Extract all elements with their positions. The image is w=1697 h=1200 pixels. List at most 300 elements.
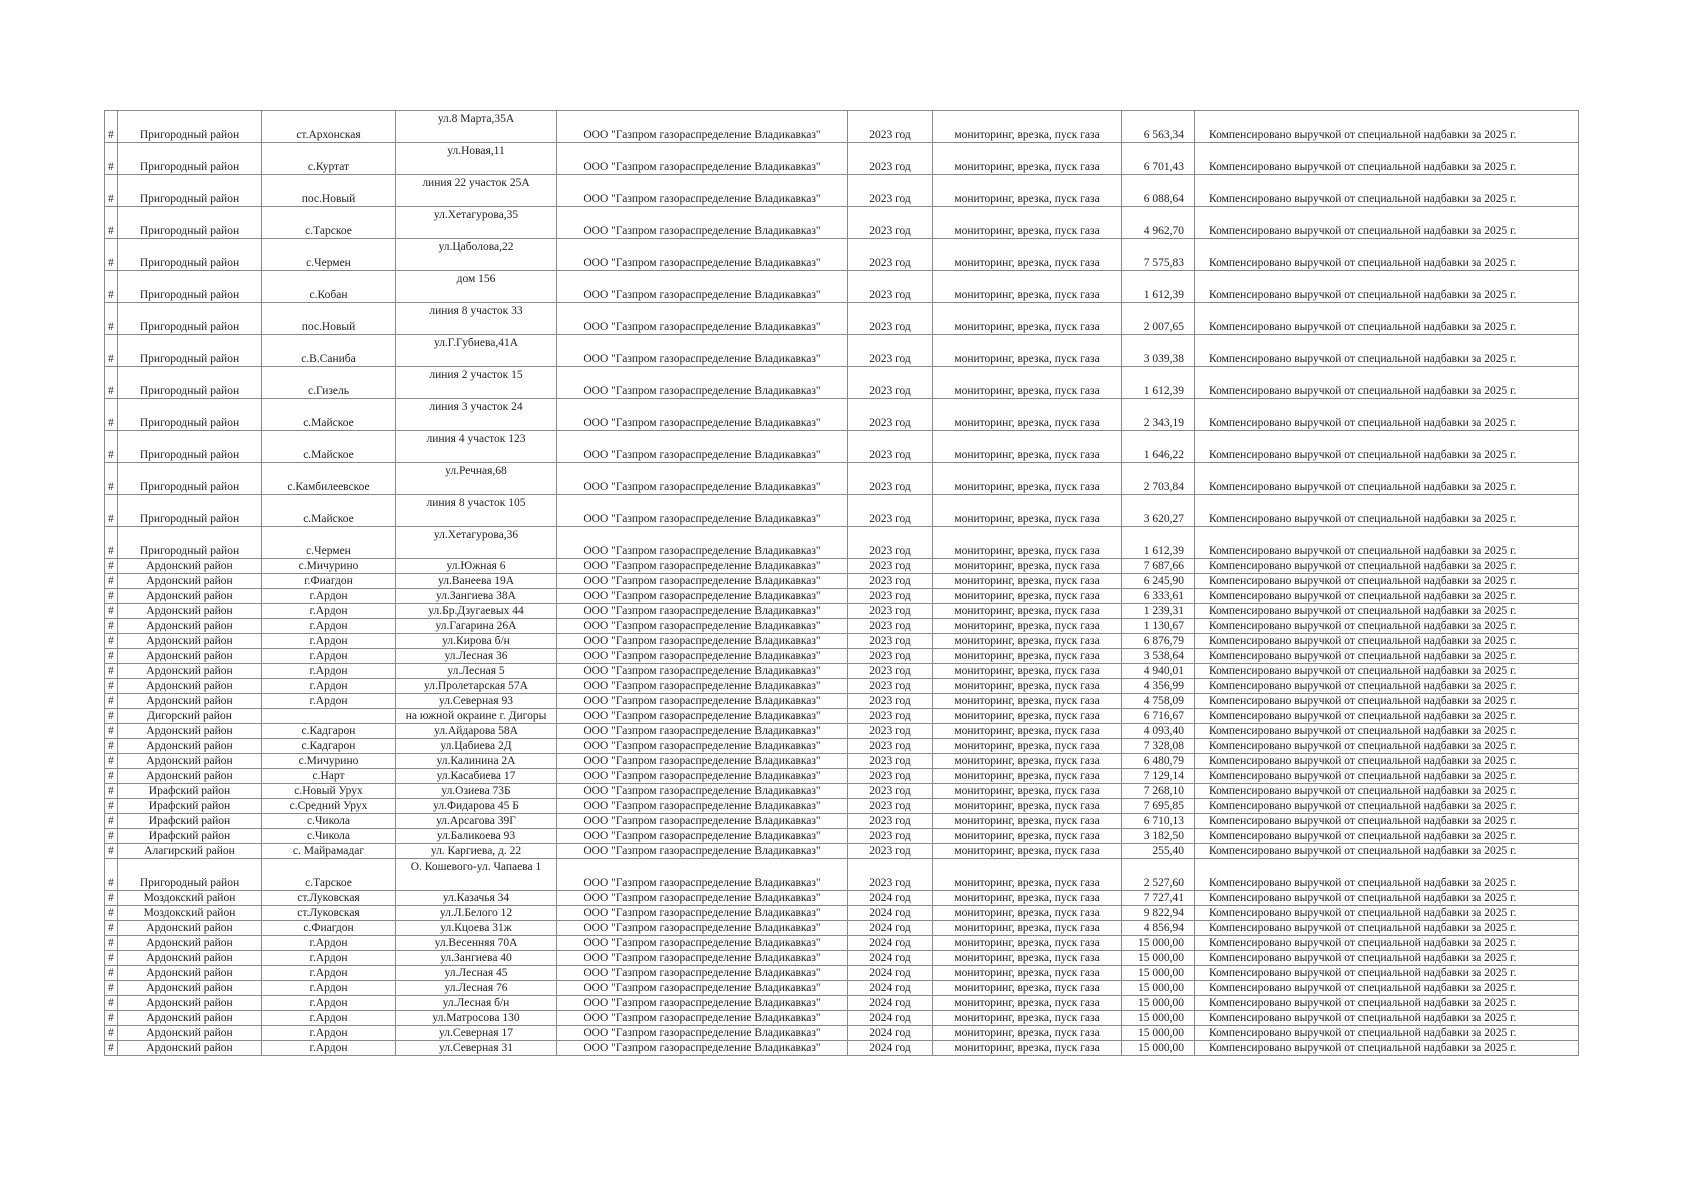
row-number-cell: # — [105, 844, 118, 859]
year-cell: 2023 год — [848, 335, 933, 367]
organization-cell: ООО "Газпром газораспределение Владикавказ" — [557, 111, 848, 143]
address-cell: ул.Арсагова 39Г — [396, 814, 557, 829]
work-type-cell: мониторинг, врезка, пуск газа — [933, 431, 1122, 463]
year-cell: 2023 год — [848, 463, 933, 495]
organization-cell: ООО "Газпром газораспределение Владикавказ" — [557, 844, 848, 859]
row-number-cell: # — [105, 724, 118, 739]
note-cell: Компенсировано выручкой от специальной надбавки за 2025 г. — [1195, 431, 1579, 463]
work-type-cell: мониторинг, врезка, пуск газа — [933, 559, 1122, 574]
locality-cell: с.Кадгарон — [262, 724, 396, 739]
organization-cell: ООО "Газпром газораспределение Владикавказ" — [557, 784, 848, 799]
organization-cell: ООО "Газпром газораспределение Владикавказ" — [557, 966, 848, 981]
locality-cell: с.Мичурино — [262, 559, 396, 574]
locality-cell: с.Чикола — [262, 814, 396, 829]
address-cell: ул.Лесная 76 — [396, 981, 557, 996]
work-type-cell: мониторинг, врезка, пуск газа — [933, 784, 1122, 799]
work-type-cell: мониторинг, врезка, пуск газа — [933, 619, 1122, 634]
address-cell: линия 22 участок 25А — [396, 175, 557, 207]
work-type-cell: мониторинг, врезка, пуск газа — [933, 754, 1122, 769]
district-cell: Ардонский район — [118, 936, 262, 951]
locality-cell: г.Ардон — [262, 981, 396, 996]
row-number-cell: # — [105, 271, 118, 303]
organization-cell: ООО "Газпром газораспределение Владикавказ" — [557, 649, 848, 664]
amount-cell: 7 129,14 — [1122, 769, 1195, 784]
locality-cell: г.Ардон — [262, 679, 396, 694]
note-cell: Компенсировано выручкой от специальной надбавки за 2025 г. — [1195, 399, 1579, 431]
work-type-cell: мониторинг, врезка, пуск газа — [933, 996, 1122, 1011]
organization-cell: ООО "Газпром газораспределение Владикавказ" — [557, 906, 848, 921]
address-cell: ул.Лесная 5 — [396, 664, 557, 679]
organization-cell: ООО "Газпром газораспределение Владикавказ" — [557, 619, 848, 634]
locality-cell: г.Ардон — [262, 649, 396, 664]
district-cell: Ардонский район — [118, 981, 262, 996]
year-cell: 2024 год — [848, 921, 933, 936]
district-cell: Пригородный район — [118, 111, 262, 143]
row-number-cell: # — [105, 814, 118, 829]
amount-cell: 3 182,50 — [1122, 829, 1195, 844]
note-cell: Компенсировано выручкой от специальной надбавки за 2025 г. — [1195, 739, 1579, 754]
locality-cell: пос.Новый — [262, 303, 396, 335]
table-row — [105, 679, 1579, 694]
table-row — [105, 844, 1579, 859]
organization-cell: ООО "Газпром газораспределение Владикавказ" — [557, 694, 848, 709]
amount-cell: 3 538,64 — [1122, 649, 1195, 664]
organization-cell: ООО "Газпром газораспределение Владикавказ" — [557, 754, 848, 769]
note-cell: Компенсировано выручкой от специальной надбавки за 2025 г. — [1195, 1011, 1579, 1026]
work-type-cell: мониторинг, врезка, пуск газа — [933, 966, 1122, 981]
district-cell: Ирафский район — [118, 784, 262, 799]
address-cell: линия 2 участок 15 — [396, 367, 557, 399]
amount-cell: 7 575,83 — [1122, 239, 1195, 271]
district-cell: Пригородный район — [118, 207, 262, 239]
organization-cell: ООО "Газпром газораспределение Владикавказ" — [557, 859, 848, 891]
row-number-cell: # — [105, 739, 118, 754]
note-cell: Компенсировано выручкой от специальной надбавки за 2025 г. — [1195, 784, 1579, 799]
table-row — [105, 634, 1579, 649]
locality-cell: с.Тарское — [262, 207, 396, 239]
locality-cell: с.Чикола — [262, 829, 396, 844]
organization-cell: ООО "Газпром газораспределение Владикавказ" — [557, 527, 848, 559]
work-type-cell: мониторинг, врезка, пуск газа — [933, 367, 1122, 399]
address-cell: на южной окраине г. Дигоры — [396, 709, 557, 724]
work-type-cell: мониторинг, врезка, пуск газа — [933, 1011, 1122, 1026]
district-cell: Ардонский район — [118, 694, 262, 709]
district-cell: Ардонский район — [118, 559, 262, 574]
locality-cell: г.Ардон — [262, 664, 396, 679]
organization-cell: ООО "Газпром газораспределение Владикавказ" — [557, 463, 848, 495]
table-row — [105, 966, 1579, 981]
address-cell: ул.Хетагурова,36 — [396, 527, 557, 559]
district-cell: Ардонский район — [118, 679, 262, 694]
year-cell: 2023 год — [848, 769, 933, 784]
year-cell: 2023 год — [848, 724, 933, 739]
address-cell: ул.Весенняя 70А — [396, 936, 557, 951]
amount-cell: 4 093,40 — [1122, 724, 1195, 739]
organization-cell: ООО "Газпром газораспределение Владикавказ" — [557, 814, 848, 829]
row-number-cell: # — [105, 175, 118, 207]
address-cell: ул.Цабиева 2Д — [396, 739, 557, 754]
organization-cell: ООО "Газпром газораспределение Владикавказ" — [557, 431, 848, 463]
row-number-cell: # — [105, 619, 118, 634]
table-row — [105, 574, 1579, 589]
year-cell: 2023 год — [848, 207, 933, 239]
district-cell: Ардонский район — [118, 724, 262, 739]
note-cell: Компенсировано выручкой от специальной надбавки за 2025 г. — [1195, 921, 1579, 936]
row-number-cell: # — [105, 463, 118, 495]
organization-cell: ООО "Газпром газораспределение Владикавказ" — [557, 891, 848, 906]
address-cell: ул.Северная 17 — [396, 1026, 557, 1041]
address-cell: ул.Лесная б/н — [396, 996, 557, 1011]
locality-cell: с.Фиагдон — [262, 921, 396, 936]
amount-cell: 7 328,08 — [1122, 739, 1195, 754]
address-cell: ул.Пролетарская 57А — [396, 679, 557, 694]
amount-cell: 1 612,39 — [1122, 367, 1195, 399]
year-cell: 2023 год — [848, 527, 933, 559]
address-cell: ул.Казачья 34 — [396, 891, 557, 906]
row-number-cell: # — [105, 906, 118, 921]
address-cell: ул.Зангиева 38А — [396, 589, 557, 604]
note-cell: Компенсировано выручкой от специальной надбавки за 2025 г. — [1195, 649, 1579, 664]
year-cell: 2024 год — [848, 951, 933, 966]
row-number-cell: # — [105, 207, 118, 239]
table-row — [105, 271, 1579, 303]
note-cell: Компенсировано выручкой от специальной надбавки за 2025 г. — [1195, 709, 1579, 724]
year-cell: 2023 год — [848, 649, 933, 664]
organization-cell: ООО "Газпром газораспределение Владикавказ" — [557, 829, 848, 844]
district-cell: Моздокский район — [118, 906, 262, 921]
year-cell: 2023 год — [848, 604, 933, 619]
work-type-cell: мониторинг, врезка, пуск газа — [933, 335, 1122, 367]
note-cell: Компенсировано выручкой от специальной надбавки за 2025 г. — [1195, 589, 1579, 604]
row-number-cell: # — [105, 574, 118, 589]
locality-cell: с.Нарт — [262, 769, 396, 784]
address-cell: ул.Хетагурова,35 — [396, 207, 557, 239]
district-cell: Ардонский район — [118, 951, 262, 966]
organization-cell: ООО "Газпром газораспределение Владикавказ" — [557, 239, 848, 271]
row-number-cell: # — [105, 634, 118, 649]
table-row — [105, 739, 1579, 754]
note-cell: Компенсировано выручкой от специальной надбавки за 2025 г. — [1195, 891, 1579, 906]
district-cell: Пригородный район — [118, 239, 262, 271]
note-cell: Компенсировано выручкой от специальной надбавки за 2025 г. — [1195, 175, 1579, 207]
locality-cell: с.Тарское — [262, 859, 396, 891]
work-type-cell: мониторинг, врезка, пуск газа — [933, 921, 1122, 936]
amount-cell: 6 088,64 — [1122, 175, 1195, 207]
locality-cell: г.Ардон — [262, 619, 396, 634]
year-cell: 2023 год — [848, 739, 933, 754]
table-row — [105, 664, 1579, 679]
year-cell: 2024 год — [848, 936, 933, 951]
work-type-cell: мониторинг, врезка, пуск газа — [933, 679, 1122, 694]
amount-cell: 7 268,10 — [1122, 784, 1195, 799]
organization-cell: ООО "Газпром газораспределение Владикавказ" — [557, 664, 848, 679]
address-cell: линия 4 участок 123 — [396, 431, 557, 463]
row-number-cell: # — [105, 559, 118, 574]
address-cell: ул.Речная,68 — [396, 463, 557, 495]
year-cell: 2023 год — [848, 431, 933, 463]
amount-cell: 2 527,60 — [1122, 859, 1195, 891]
locality-cell: г.Ардон — [262, 936, 396, 951]
row-number-cell: # — [105, 604, 118, 619]
work-type-cell: мониторинг, врезка, пуск газа — [933, 271, 1122, 303]
district-cell: Ардонский район — [118, 574, 262, 589]
row-number-cell: # — [105, 1011, 118, 1026]
locality-cell: г.Ардон — [262, 996, 396, 1011]
table-row — [105, 367, 1579, 399]
address-cell: ул.Лесная 36 — [396, 649, 557, 664]
table-row — [105, 335, 1579, 367]
work-type-cell: мониторинг, врезка, пуск газа — [933, 604, 1122, 619]
amount-cell: 6 876,79 — [1122, 634, 1195, 649]
district-cell: Ардонский район — [118, 664, 262, 679]
work-type-cell: мониторинг, врезка, пуск газа — [933, 844, 1122, 859]
amount-cell: 9 822,94 — [1122, 906, 1195, 921]
year-cell: 2023 год — [848, 175, 933, 207]
locality-cell: г.Ардон — [262, 966, 396, 981]
address-cell: ул.Северная 93 — [396, 694, 557, 709]
table-row — [105, 111, 1579, 143]
locality-cell: с.Куртат — [262, 143, 396, 175]
year-cell: 2024 год — [848, 981, 933, 996]
row-number-cell: # — [105, 143, 118, 175]
year-cell: 2024 год — [848, 966, 933, 981]
row-number-cell: # — [105, 951, 118, 966]
table-row — [105, 891, 1579, 906]
work-type-cell: мониторинг, врезка, пуск газа — [933, 664, 1122, 679]
amount-cell: 1 612,39 — [1122, 527, 1195, 559]
work-type-cell: мониторинг, врезка, пуск газа — [933, 303, 1122, 335]
organization-cell: ООО "Газпром газораспределение Владикавказ" — [557, 634, 848, 649]
year-cell: 2023 год — [848, 664, 933, 679]
amount-cell: 1 646,22 — [1122, 431, 1195, 463]
organization-cell: ООО "Газпром газораспределение Владикавказ" — [557, 1026, 848, 1041]
year-cell: 2023 год — [848, 239, 933, 271]
note-cell: Компенсировано выручкой от специальной надбавки за 2025 г. — [1195, 829, 1579, 844]
year-cell: 2023 год — [848, 619, 933, 634]
district-cell: Ардонский район — [118, 1026, 262, 1041]
address-cell: ул. Каргиева, д. 22 — [396, 844, 557, 859]
note-cell: Компенсировано выручкой от специальной надбавки за 2025 г. — [1195, 527, 1579, 559]
note-cell: Компенсировано выручкой от специальной надбавки за 2025 г. — [1195, 859, 1579, 891]
table-row — [105, 604, 1579, 619]
year-cell: 2023 год — [848, 814, 933, 829]
row-number-cell: # — [105, 769, 118, 784]
row-number-cell: # — [105, 664, 118, 679]
row-number-cell: # — [105, 694, 118, 709]
note-cell: Компенсировано выручкой от специальной надбавки за 2025 г. — [1195, 1026, 1579, 1041]
district-cell: Ардонский район — [118, 619, 262, 634]
row-number-cell: # — [105, 649, 118, 664]
amount-cell: 15 000,00 — [1122, 936, 1195, 951]
amount-cell: 6 480,79 — [1122, 754, 1195, 769]
address-cell: ул.Матросова 130 — [396, 1011, 557, 1026]
work-type-cell: мониторинг, врезка, пуск газа — [933, 175, 1122, 207]
table-row — [105, 694, 1579, 709]
district-cell: Ардонский район — [118, 589, 262, 604]
locality-cell: с.Майское — [262, 399, 396, 431]
work-type-cell: мониторинг, врезка, пуск газа — [933, 739, 1122, 754]
work-type-cell: мониторинг, врезка, пуск газа — [933, 589, 1122, 604]
work-type-cell: мониторинг, врезка, пуск газа — [933, 799, 1122, 814]
district-cell: Пригородный район — [118, 303, 262, 335]
row-number-cell: # — [105, 495, 118, 527]
district-cell: Алагирский район — [118, 844, 262, 859]
address-cell: ул.Северная 31 — [396, 1041, 557, 1056]
address-cell: ул.Фидарова 45 Б — [396, 799, 557, 814]
address-cell: линия 3 участок 24 — [396, 399, 557, 431]
address-cell: ул.Лесная 45 — [396, 966, 557, 981]
row-number-cell: # — [105, 399, 118, 431]
table-row — [105, 769, 1579, 784]
address-cell: ул.Новая,11 — [396, 143, 557, 175]
address-cell: ул.Ванеева 19А — [396, 574, 557, 589]
work-type-cell: мониторинг, врезка, пуск газа — [933, 709, 1122, 724]
organization-cell: ООО "Газпром газораспределение Владикавказ" — [557, 936, 848, 951]
organization-cell: ООО "Газпром газораспределение Владикавказ" — [557, 981, 848, 996]
table-row — [105, 1026, 1579, 1041]
note-cell: Компенсировано выручкой от специальной надбавки за 2025 г. — [1195, 604, 1579, 619]
year-cell: 2024 год — [848, 891, 933, 906]
year-cell: 2023 год — [848, 143, 933, 175]
work-type-cell: мониторинг, врезка, пуск газа — [933, 495, 1122, 527]
data-table — [104, 110, 1579, 1056]
amount-cell: 6 701,43 — [1122, 143, 1195, 175]
work-type-cell: мониторинг, врезка, пуск газа — [933, 143, 1122, 175]
district-cell: Ардонский район — [118, 604, 262, 619]
locality-cell: г.Ардон — [262, 694, 396, 709]
locality-cell: с.Средний Урух — [262, 799, 396, 814]
year-cell: 2023 год — [848, 111, 933, 143]
year-cell: 2023 год — [848, 679, 933, 694]
amount-cell: 4 962,70 — [1122, 207, 1195, 239]
locality-cell: с.Гизель — [262, 367, 396, 399]
amount-cell: 2 007,65 — [1122, 303, 1195, 335]
work-type-cell: мониторинг, врезка, пуск газа — [933, 1026, 1122, 1041]
year-cell: 2023 год — [848, 784, 933, 799]
work-type-cell: мониторинг, врезка, пуск газа — [933, 649, 1122, 664]
amount-cell: 6 333,61 — [1122, 589, 1195, 604]
year-cell: 2023 год — [848, 589, 933, 604]
locality-cell: с.Майское — [262, 431, 396, 463]
address-cell: ул.Кцоева 31ж — [396, 921, 557, 936]
year-cell: 2023 год — [848, 859, 933, 891]
work-type-cell: мониторинг, врезка, пуск газа — [933, 829, 1122, 844]
table-row — [105, 829, 1579, 844]
amount-cell: 15 000,00 — [1122, 1011, 1195, 1026]
note-cell: Компенсировано выручкой от специальной надбавки за 2025 г. — [1195, 966, 1579, 981]
row-number-cell: # — [105, 527, 118, 559]
row-number-cell: # — [105, 679, 118, 694]
district-cell: Дигорский район — [118, 709, 262, 724]
district-cell: Ардонский район — [118, 996, 262, 1011]
amount-cell: 6 716,67 — [1122, 709, 1195, 724]
year-cell: 2023 год — [848, 829, 933, 844]
table-row — [105, 784, 1579, 799]
locality-cell: с.Мичурино — [262, 754, 396, 769]
note-cell: Компенсировано выручкой от специальной надбавки за 2025 г. — [1195, 936, 1579, 951]
amount-cell: 6 245,90 — [1122, 574, 1195, 589]
district-cell: Ирафский район — [118, 799, 262, 814]
note-cell: Компенсировано выручкой от специальной надбавки за 2025 г. — [1195, 754, 1579, 769]
locality-cell: с.Майское — [262, 495, 396, 527]
work-type-cell: мониторинг, врезка, пуск газа — [933, 814, 1122, 829]
note-cell: Компенсировано выручкой от специальной надбавки за 2025 г. — [1195, 679, 1579, 694]
organization-cell: ООО "Газпром газораспределение Владикавказ" — [557, 724, 848, 739]
work-type-cell: мониторинг, врезка, пуск газа — [933, 399, 1122, 431]
table-row — [105, 175, 1579, 207]
row-number-cell: # — [105, 1041, 118, 1056]
organization-cell: ООО "Газпром газораспределение Владикавказ" — [557, 996, 848, 1011]
organization-cell: ООО "Газпром газораспределение Владикавказ" — [557, 271, 848, 303]
locality-cell: г.Ардон — [262, 1026, 396, 1041]
district-cell: Моздокский район — [118, 891, 262, 906]
amount-cell: 1 612,39 — [1122, 271, 1195, 303]
address-cell: ул.Айдарова 58А — [396, 724, 557, 739]
work-type-cell: мониторинг, врезка, пуск газа — [933, 463, 1122, 495]
address-cell: ул.Касабиева 17 — [396, 769, 557, 784]
table-row — [105, 724, 1579, 739]
organization-cell: ООО "Газпром газораспределение Владикавказ" — [557, 1041, 848, 1056]
address-cell: ул.Зангиева 40 — [396, 951, 557, 966]
amount-cell: 255,40 — [1122, 844, 1195, 859]
locality-cell: г.Ардон — [262, 589, 396, 604]
year-cell: 2023 год — [848, 574, 933, 589]
organization-cell: ООО "Газпром газораспределение Владикавказ" — [557, 679, 848, 694]
amount-cell: 7 727,41 — [1122, 891, 1195, 906]
table-row — [105, 981, 1579, 996]
work-type-cell: мониторинг, врезка, пуск газа — [933, 981, 1122, 996]
note-cell: Компенсировано выручкой от специальной надбавки за 2025 г. — [1195, 996, 1579, 1011]
year-cell: 2023 год — [848, 634, 933, 649]
note-cell: Компенсировано выручкой от специальной надбавки за 2025 г. — [1195, 495, 1579, 527]
organization-cell: ООО "Газпром газораспределение Владикавказ" — [557, 399, 848, 431]
table-row — [105, 143, 1579, 175]
locality-cell: г.Ардон — [262, 604, 396, 619]
amount-cell: 2 343,19 — [1122, 399, 1195, 431]
locality-cell — [262, 709, 396, 724]
table-row — [105, 619, 1579, 634]
note-cell: Компенсировано выручкой от специальной надбавки за 2025 г. — [1195, 239, 1579, 271]
district-cell: Ирафский район — [118, 829, 262, 844]
work-type-cell: мониторинг, врезка, пуск газа — [933, 906, 1122, 921]
amount-cell: 15 000,00 — [1122, 1041, 1195, 1056]
year-cell: 2023 год — [848, 399, 933, 431]
year-cell: 2023 год — [848, 367, 933, 399]
table-row — [105, 754, 1579, 769]
district-cell: Ардонский район — [118, 754, 262, 769]
year-cell: 2023 год — [848, 754, 933, 769]
note-cell: Компенсировано выручкой от специальной надбавки за 2025 г. — [1195, 981, 1579, 996]
work-type-cell: мониторинг, врезка, пуск газа — [933, 769, 1122, 784]
amount-cell: 15 000,00 — [1122, 1026, 1195, 1041]
year-cell: 2023 год — [848, 844, 933, 859]
district-cell: Ардонский район — [118, 921, 262, 936]
row-number-cell: # — [105, 367, 118, 399]
table-row — [105, 649, 1579, 664]
year-cell: 2023 год — [848, 694, 933, 709]
locality-cell: с.В.Саниба — [262, 335, 396, 367]
address-cell: ул.Южная 6 — [396, 559, 557, 574]
amount-cell: 4 356,99 — [1122, 679, 1195, 694]
address-cell: ул.Л.Белого 12 — [396, 906, 557, 921]
organization-cell: ООО "Газпром газораспределение Владикавказ" — [557, 739, 848, 754]
year-cell: 2023 год — [848, 495, 933, 527]
locality-cell: г.Ардон — [262, 1041, 396, 1056]
locality-cell: г.Ардон — [262, 951, 396, 966]
district-cell: Ардонский район — [118, 649, 262, 664]
locality-cell: ст.Луковская — [262, 891, 396, 906]
amount-cell: 3 620,27 — [1122, 495, 1195, 527]
